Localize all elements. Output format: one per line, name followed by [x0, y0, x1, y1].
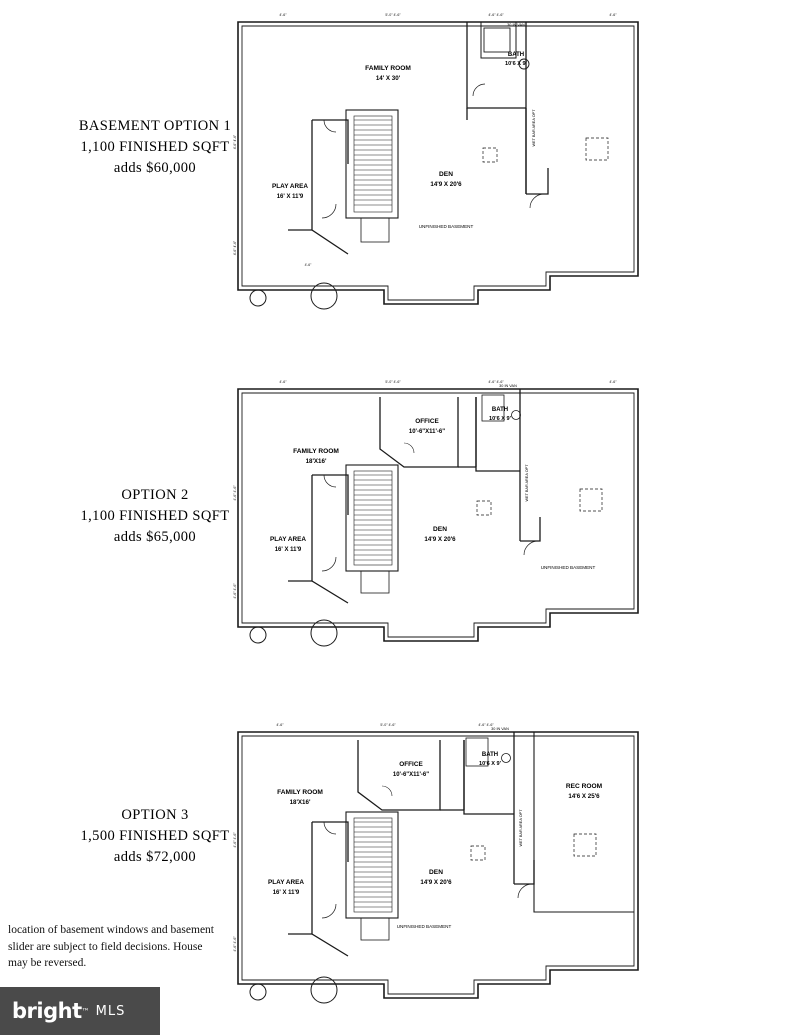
- dim-top-3: 4'-6" 4'-6": [488, 13, 504, 17]
- dim-left-1: 4'-6" 4'-6": [233, 485, 237, 501]
- option-1-title: BASEMENT OPTION 1: [78, 118, 232, 134]
- logo-suffix: MLS: [95, 1003, 126, 1019]
- room-label-bath: BATH: [491, 407, 509, 413]
- label-30-in-van: 30 IN VAN: [491, 727, 509, 731]
- room-dims-office: 10'-6"X11'-6": [408, 429, 446, 435]
- room-label-rec-room: REC ROOM: [565, 783, 603, 790]
- label-wet-bar: WET BAR AREA OPT: [525, 464, 529, 502]
- room-dims-bath: 10'6 X 9': [505, 61, 527, 67]
- room-label-office: OFFICE: [399, 761, 423, 768]
- dim-top-1: 4'-6": [276, 723, 284, 727]
- room-dims-bath: 10'6 X 9': [479, 761, 501, 767]
- dim-top-3: 4'-6" 4'-6": [488, 380, 504, 384]
- option-1-sqft: 1,100 FINISHED SQFT: [80, 139, 230, 156]
- room-dims-play-area: 16' X 11'9: [274, 547, 302, 553]
- dim-top-2: 5'-0" 4'-6": [385, 380, 401, 384]
- room-dims-play-area: 16' X 11'9: [276, 194, 304, 200]
- option-3-price: adds $72,000: [113, 849, 197, 866]
- dim-top-4: 4'-6": [609, 13, 617, 17]
- floorplan-option-3: [228, 712, 648, 1022]
- dim-left-2: 4'-6" 4'-6": [233, 240, 237, 256]
- dim-top-1: 4'-6": [279, 380, 287, 384]
- label-wet-bar: WET BAR AREA OPT: [532, 109, 536, 147]
- floorplan-option-2: [228, 375, 648, 665]
- room-label-family-room: FAMILY ROOM: [365, 65, 411, 72]
- option-3-sqft: 1,500 FINISHED SQFT: [80, 828, 230, 845]
- dim-top-3: 4'-6" 4'-6": [478, 723, 494, 727]
- dim-left-2: 4'-6" 4'-6": [233, 936, 237, 952]
- room-label-family-room: FAMILY ROOM: [277, 789, 323, 796]
- floorplan-option-1: [228, 8, 648, 328]
- logo-trademark: ™: [81, 1006, 90, 1016]
- disclaimer-text: location of basement windows and basement slider are subject to field decisions. House may be reversed.: [8, 924, 214, 970]
- room-dims-family-room: 14' X 30': [375, 75, 401, 82]
- room-dims-den: 14'9 X 20'6: [420, 879, 452, 886]
- option-2-title: OPTION 2: [121, 487, 189, 503]
- room-dims-office: 10'-6"X11'-6": [392, 772, 430, 778]
- room-dims-family-room: 18'X16': [289, 799, 311, 806]
- label-unfinished-basement: UNFINISHED BASEMENT: [418, 224, 474, 229]
- label-unfinished-basement: UNFINISHED BASEMENT: [396, 924, 452, 929]
- dim-bot-1: 4'-6": [304, 263, 312, 267]
- room-dims-rec-room: 14'6 X 25'6: [568, 793, 600, 800]
- label-unfinished-basement: UNFINISHED BASEMENT: [540, 565, 596, 570]
- label-wet-bar: WET BAR AREA OPT: [519, 809, 523, 847]
- room-dims-bath: 10'6 X 9': [489, 416, 511, 422]
- room-label-den: DEN: [433, 526, 447, 533]
- option-1-price: adds $60,000: [113, 160, 197, 177]
- dim-top-4: 4'-6": [609, 380, 617, 384]
- logo-brand: bright: [12, 999, 82, 1023]
- room-dims-play-area: 16' X 11'9: [272, 890, 300, 896]
- option-2-sqft: 1,100 FINISHED SQFT: [80, 508, 230, 525]
- room-label-play-area: PLAY AREA: [272, 183, 308, 190]
- room-dims-den: 14'9 X 20'6: [430, 181, 462, 188]
- option-2-price: adds $65,000: [113, 529, 197, 546]
- room-label-play-area: PLAY AREA: [268, 879, 304, 886]
- dim-top-2: 5'-0" 4'-6": [385, 13, 401, 17]
- dim-left-1: 4'-6" 4'-6": [233, 832, 237, 848]
- dim-top-1: 4'-6": [279, 13, 287, 17]
- dim-left-1: 4'-6" 4'-6": [233, 134, 237, 150]
- dim-top-2: 5'-0" 4'-6": [380, 723, 396, 727]
- room-label-family-room: FAMILY ROOM: [293, 448, 339, 455]
- dim-left-2: 4'-6" 4'-6": [233, 583, 237, 599]
- label-30-in-van: 30 IN VAN: [507, 23, 525, 27]
- room-label-den: DEN: [439, 171, 453, 178]
- room-label-bath: BATH: [507, 52, 525, 58]
- room-label-den: DEN: [429, 869, 443, 876]
- room-dims-den: 14'9 X 20'6: [424, 536, 456, 543]
- bright-mls-logo: [0, 987, 160, 1035]
- option-3-title: OPTION 3: [121, 807, 189, 823]
- room-label-play-area: PLAY AREA: [270, 536, 306, 543]
- room-dims-family-room: 18'X16': [305, 458, 327, 465]
- label-30-in-van: 30 IN VAN: [499, 384, 517, 388]
- room-label-bath: BATH: [481, 752, 499, 758]
- room-label-office: OFFICE: [415, 418, 439, 425]
